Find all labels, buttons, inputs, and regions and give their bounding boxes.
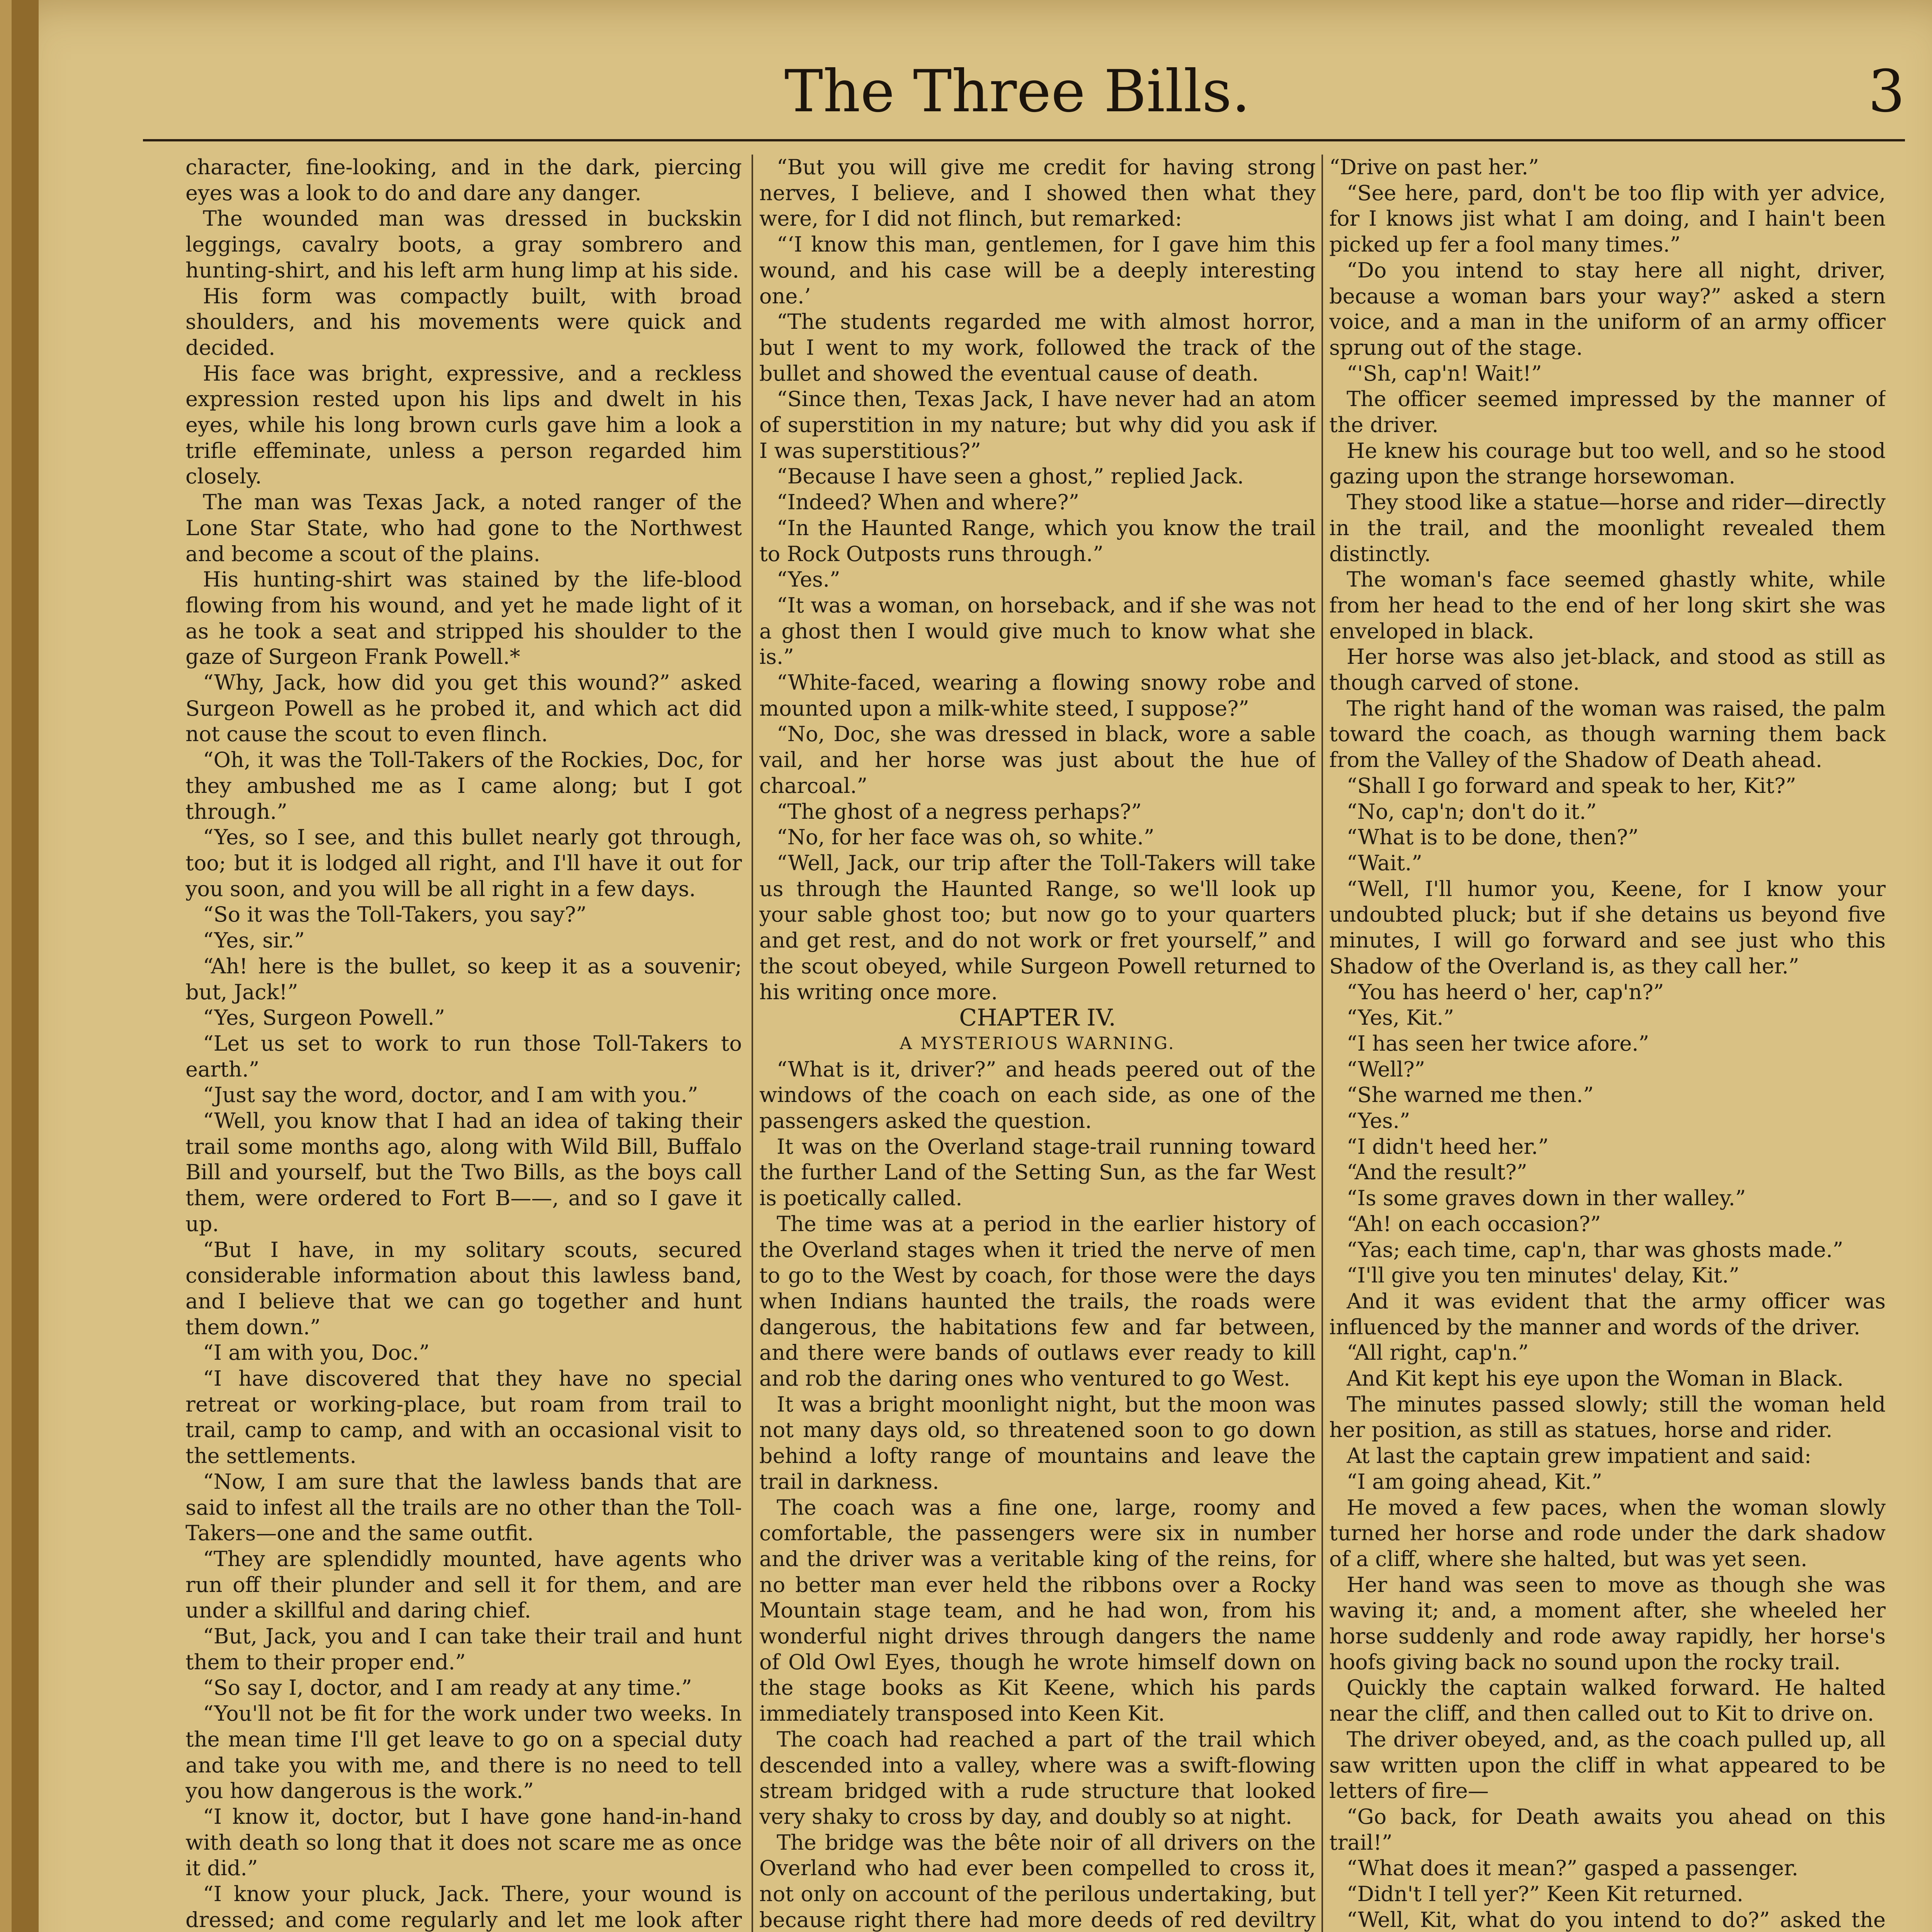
column-3-text	[1329, 155, 1886, 1932]
paragraph: The officer seemed impressed by the manner of the driver.	[1329, 387, 1886, 437]
paragraph: “I am going ahead, Kit.”	[1347, 1469, 1602, 1494]
paragraph: “Well, Jack, our trip after the Toll-Takers will take us through the Haunted Range, so we'll look up your sable ghost too; but now go to your quarters and get rest, and do not work or fret yourself,” and the scout obeyed, while Surgeon Powell returned to his writing once more.	[759, 850, 1316, 1004]
paragraph: “Because I have seen a ghost,” replied Jack.	[777, 464, 1244, 489]
paragraph: “What does it mean?” gasped a passenger.	[1347, 1856, 1798, 1881]
paragraph: “White-faced, wearing a flowing snowy robe and mounted upon a milk-white steed, I suppose?”	[759, 670, 1316, 721]
paragraph: “I know it, doctor, but I have gone hand-in-hand with death so long that it does not scare me as once it did.”	[185, 1804, 742, 1881]
header-rule	[143, 139, 1905, 141]
paragraph: The bridge was the bête noir of all drivers on the Overland who had ever been compelled to cross it, not only on account of the perilous undertaking, but because right there had more deeds of red deviltry	[759, 1830, 1316, 1932]
paragraph: “Yes, Surgeon Powell.”	[203, 1005, 445, 1030]
paragraph: “But you will give me credit for having strong nerves, I believe, and I showed then what they were, for I did not flinch, but remarked:	[759, 155, 1316, 231]
paragraph: “I know your pluck, Jack. There, your wound is dressed; and come regularly and let me look after	[185, 1882, 742, 1932]
paragraph: “Ah! on each occasion?”	[1347, 1211, 1601, 1236]
paragraph: The man was Texas Jack, a noted ranger of the Lone Star State, who had gone to the Northwest and become a scout of the plains.	[185, 490, 742, 566]
paragraph: “She warned me then.”	[1347, 1083, 1594, 1107]
paragraph: “‘I know this man, gentlemen, for I gave him this wound, and his case will be a deeply interesting one.’	[759, 232, 1316, 308]
paragraph: “The ghost of a negress perhaps?”	[777, 799, 1142, 824]
paragraph: The time was at a period in the earlier history of the Overland stages when it tried the nerve of men to go to the West by coach, for those were the days when Indians haunted the trails, the roads were dangerous, the habitations few and far between, and there were bands of outlaws ever ready to kill and rob the daring ones who ventured to go West.	[759, 1211, 1316, 1391]
paragraph: “All right, cap'n.”	[1347, 1340, 1529, 1365]
paragraph: “And the result?”	[1347, 1160, 1527, 1185]
paragraph: “Well?”	[1347, 1057, 1425, 1082]
paragraph: The wounded man was dressed in buckskin leggings, cavalry boots, a gray sombrero and hunting-shirt, and his left arm hung limp at his side.	[185, 206, 742, 282]
paragraph: His form was compactly built, with broad shoulders, and his movements were quick and decided.	[185, 284, 742, 360]
paragraph: “What is it, driver?” and heads peered out of the windows of the coach on each side, as one of the passengers asked the question.	[759, 1057, 1316, 1133]
paragraph: “Let us set to work to run those Toll-Takers to earth.”	[185, 1031, 742, 1082]
paragraph: “I'll give you ten minutes' delay, Kit.”	[1347, 1263, 1740, 1288]
paragraph: “I has seen her twice afore.”	[1347, 1031, 1650, 1056]
paragraph: “Since then, Texas Jack, I have never had an atom of superstition in my nature; but why did you ask if I was superstitious?”	[759, 387, 1316, 463]
running-title: The Three Bills.	[784, 58, 1250, 125]
paragraph: “Wait.”	[1347, 850, 1422, 875]
paragraph: “Well, Kit, what do you intend to do?” asked the	[1347, 1907, 1886, 1932]
paragraph: “I have discovered that they have no special retreat or working-place, but roam from trail to trail, camp to camp, and with an occasional visit to the settlements.	[185, 1366, 742, 1468]
paragraph: “They are splendidly mounted, have agents who run off their plunder and sell it for them, and are under a skillful and daring chief.	[185, 1546, 742, 1623]
paragraph: Quickly the captain walked forward. He halted near the cliff, and then called out to Kit to drive on.	[1329, 1675, 1886, 1726]
paragraph: Her horse was also jet-black, and stood as still as though carved of stone.	[1329, 645, 1886, 695]
paragraph: “Go back, for Death awaits you ahead on this trail!”	[1329, 1804, 1886, 1855]
paragraph: They stood like a statue—horse and rider—directly in the trail, and the moonlight revealed them distinctly.	[1329, 490, 1886, 566]
paragraph: He moved a few paces, when the woman slowly turned her horse and rode under the dark shadow of a cliff, where she halted, but was yet seen.	[1329, 1495, 1886, 1571]
page	[12, 0, 1932, 1932]
paragraph: “Yes, Kit.”	[1347, 1005, 1454, 1030]
paragraph: “Shall I go forward and speak to her, Kit?”	[1347, 773, 1796, 798]
paragraph: “So say I, doctor, and I am ready at any time.”	[203, 1675, 692, 1700]
paragraph: “Is some graves down in ther walley.”	[1347, 1186, 1746, 1211]
column-divider-2	[1321, 155, 1323, 1932]
paragraph: His hunting-shirt was stained by the life-blood flowing from his wound, and yet he made light of it as he took a seat and stripped his shoulder to the gaze of Surgeon Frank Powell.*	[185, 567, 742, 669]
paragraph: He knew his courage but too well, and so he stood gazing upon the strange horsewoman.	[1329, 438, 1886, 489]
column-divider-1	[752, 155, 753, 1932]
paragraph: “Didn't I tell yer?” Keen Kit returned.	[1347, 1882, 1743, 1906]
paragraph: “Ah! here is the bullet, so keep it as a souvenir; but, Jack!”	[185, 954, 742, 1004]
paragraph: “But, Jack, you and I can take their trail and hunt them to their proper end.”	[185, 1624, 742, 1674]
paragraph: It was on the Overland stage-trail running toward the further Land of the Setting Sun, as the far West is poetically called.	[759, 1134, 1316, 1211]
paragraph: At last the captain grew impatient and said:	[1347, 1444, 1811, 1468]
paragraph: “No, for her face was oh, so white.”	[777, 825, 1155, 850]
paragraph: The coach had reached a part of the trail which descended into a valley, where was a swift-flowing stream bridged with a rude structure that looked very shaky to cross by day, and doubly so at night.	[759, 1727, 1316, 1829]
paragraph: “In the Haunted Range, which you know the trail to Rock Outposts runs through.”	[759, 515, 1316, 566]
paragraph: “I didn't heed her.”	[1347, 1134, 1549, 1159]
paragraph: The woman's face seemed ghastly white, while from her head to the end of her long skirt she was enveloped in black.	[1329, 567, 1886, 643]
paragraph: And it was evident that the army officer was influenced by the manner and words of the driver.	[1329, 1289, 1886, 1339]
paragraph: “No, cap'n; don't do it.”	[1347, 799, 1597, 824]
paragraph: Her hand was seen to move as though she was waving it; and, a moment after, she wheeled her horse suddenly and rode away rapidly, her horse's hoofs giving back no sound upon the rocky trail.	[1329, 1572, 1886, 1674]
paragraph: The right hand of the woman was raised, the palm toward the coach, as though warning them back from the Valley of the Shadow of Death ahead.	[1329, 696, 1886, 772]
column-2-text-bottom	[759, 1057, 1316, 1932]
paragraph: “Do you intend to stay here all night, driver, because a woman bars your way?” asked a stern voice, and a man in the uniform of an army officer sprung out of the stage.	[1329, 258, 1886, 360]
paragraph: “But I have, in my solitary scouts, secured considerable information about this lawless band, and I believe that we can go together and hunt them down.”	[185, 1237, 742, 1339]
chapter-heading: CHAPTER IV.	[959, 1004, 1116, 1032]
paragraph: character, fine-looking, and in the dark, piercing eyes was a look to do and dare any danger.	[185, 155, 742, 205]
binding-edge	[12, 0, 39, 1932]
paragraph: “Well, I'll humor you, Keene, for I know your undoubted pluck; but if she detains us beyond five minutes, I will go forward and see just who this Shadow of the Overland is, as they call her.”	[1329, 876, 1886, 978]
paragraph: It was a bright moonlight night, but the moon was not many days old, so threatened soon to go down behind a lofty range of mountains and leave the trail in darkness.	[759, 1392, 1316, 1494]
paragraph: The minutes passed slowly; still the woman held her position, as still as statues, horse and rider.	[1329, 1392, 1886, 1442]
page-header	[128, 43, 1905, 147]
paragraph: “The students regarded me with almost horror, but I went to my work, followed the track of the bullet and showed the eventual cause of death.	[759, 310, 1316, 386]
column-3	[1329, 155, 1886, 1932]
column-1-text	[185, 155, 742, 1932]
paragraph: “Oh, it was the Toll-Takers of the Rockies, Doc, for they ambushed me as I came along; but I got through.”	[185, 748, 742, 824]
chapter-subtitle: A MYSTERIOUS WARNING.	[900, 1033, 1175, 1053]
paragraph: “Indeed? When and where?”	[777, 490, 1080, 515]
paragraph: “You'll not be fit for the work under two weeks. In the mean time I'll get leave to go on a special duty and take you with me, and there is no need to tell you how dangerous is the work.”	[185, 1701, 742, 1803]
paragraph: The driver obeyed, and, as the coach pulled up, all saw written upon the cliff in what appeared to be letters of fire—	[1329, 1727, 1886, 1803]
paragraph: “What is to be done, then?”	[1347, 825, 1639, 850]
paragraph: And Kit kept his eye upon the Woman in Black.	[1347, 1366, 1844, 1391]
column-2	[759, 155, 1316, 1932]
paragraph: “Yes, so I see, and this bullet nearly got through, too; but it is lodged all right, and I'll have it out for you soon, and you will be all right in a few days.	[185, 825, 742, 901]
paragraph: “So it was the Toll-Takers, you say?”	[203, 902, 587, 927]
paragraph: “Yes, sir.”	[203, 928, 305, 953]
paragraph: “Now, I am sure that the lawless bands that are said to infest all the trails are no other than the Toll-Takers—one and the same outfit.	[185, 1469, 742, 1546]
paragraph: “No, Doc, she was dressed in black, wore a sable vail, and her horse was just about the hue of charcoal.”	[759, 722, 1316, 798]
paragraph: The coach was a fine one, large, roomy and comfortable, the passengers were six in number and the driver was a veritable king of the reins, for no better man ever held the ribbons over a Rocky Mountain stage team, and he had won, from his wonderful night drives through dangers the name of Old Owl Eyes, though he wrote himself down on the stage books as Kit Keene, which his pards immediately transposed into Keen Kit.	[759, 1495, 1316, 1726]
paragraph: “Yas; each time, cap'n, thar was ghosts made.”	[1347, 1237, 1844, 1262]
paragraph: “You has heerd o' her, cap'n?”	[1347, 980, 1664, 1004]
paragraph: “It was a woman, on horseback, and if she was not a ghost then I would give much to know what she is.”	[759, 593, 1316, 669]
paragraph: “Why, Jack, how did you get this wound?” asked Surgeon Powell as he probed it, and which act did not cause the scout to even flinch.	[185, 670, 742, 747]
column-1	[185, 155, 742, 1932]
paragraph: “Drive on past her.”	[1329, 155, 1539, 179]
paragraph: “Just say the word, doctor, and I am with you.”	[203, 1083, 698, 1107]
paragraph: “See here, pard, don't be too flip with yer advice, for I knows jist what I am doing, and I hain't been picked up fer a fool many times.”	[1329, 180, 1886, 257]
paragraph: “'Sh, cap'n! Wait!”	[1347, 361, 1542, 386]
page-number: 3	[1868, 58, 1905, 125]
paragraph: “Yes.”	[777, 567, 840, 592]
column-2-text-top	[759, 155, 1316, 1005]
paragraph: “Yes.”	[1347, 1109, 1410, 1133]
paragraph: His face was bright, expressive, and a reckless expression rested upon his lips and dwelt in his eyes, while his long brown curls gave him a look a trifle effeminate, unless a person regarded him closely.	[185, 361, 742, 489]
paragraph: “Well, you know that I had an idea of taking their trail some months ago, along with Wild Bill, Buffalo Bill and yourself, but the Two Bills, as the boys call them, were ordered to Fort B——, and so I gave it up.	[185, 1109, 742, 1236]
paragraph: “I am with you, Doc.”	[203, 1340, 430, 1365]
